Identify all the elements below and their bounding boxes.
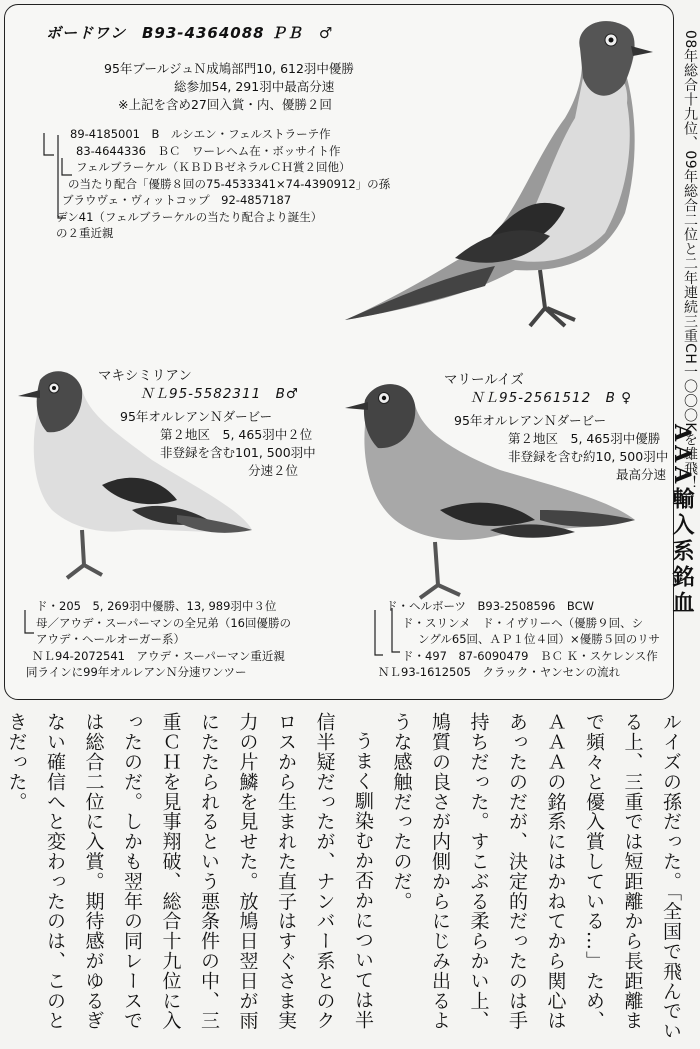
pedigree-line: ド・ヘルボーツ B93-2508596 BCW bbox=[386, 599, 595, 613]
article-body bbox=[5, 712, 690, 1042]
pedigree-line: 同ラインに99年オルレアンＮ分速ワンツー bbox=[26, 665, 247, 679]
pigeon-left-record-3: 非登録を含む101, 500羽中 bbox=[160, 445, 316, 460]
pigeon-right-record-1: 95年オルレアンＮダービー bbox=[454, 413, 607, 428]
pedigree-line: デン41（フェルブラーケルの当たり配合より誕生） bbox=[56, 209, 323, 224]
pigeon-right-record-2: 第２地区 5, 465羽中優勝 bbox=[508, 431, 661, 446]
pedigree-line: ブラウヴェ・ヴィットコップ 92-4857187 bbox=[62, 193, 292, 207]
pedigree-line: ド・497 87-6090479 ＢＣ Ｋ・スケレンス作 bbox=[402, 648, 658, 663]
pigeon-left-record-4: 分速２位 bbox=[248, 463, 299, 478]
pedigree-line: の２重近親 bbox=[56, 226, 114, 240]
pigeon-main-record-3: ※上記を含め27回入賞・内、優勝２回 bbox=[118, 97, 332, 112]
pedigree-line: 83-4644336 ＢＣ ワーレヘム在・ボッサイト作 bbox=[76, 143, 341, 158]
pigeon-main-record-1: 95年ブールジュＮ成鳩部門10, 612羽中優勝 bbox=[104, 61, 354, 76]
pigeon-right-pedigree bbox=[378, 598, 660, 681]
pigeon-right-name: マリールイズ bbox=[444, 372, 524, 388]
pedigree-line: ＮＬ93-1612505 クラック・ヤンセンの流れ bbox=[378, 665, 621, 679]
side-heading: AAA輸入系銘血 bbox=[669, 424, 695, 618]
pigeon-right-ring: ＮＬ95-2561512 B ♀ bbox=[470, 390, 633, 406]
pedigree-line: ングル65回、ＡＰ１位４回）×優勝５回のリサ bbox=[418, 632, 660, 646]
pedigree-line: アウデ・ヘールオーガー系） bbox=[36, 632, 186, 646]
right-caption: 08年総合十九位、09年総合二位と二年連続三重CH一〇〇〇Kを雄飛！ bbox=[682, 30, 698, 491]
pigeon-left-name: マキシミリアン bbox=[98, 368, 192, 384]
pedigree-line: の当たり配合「優勝８回の75-4533341×74-4390912」の孫 bbox=[68, 176, 391, 191]
article-paragraph: ルイズの孫だった。「全国で飛んでいる上、三重では短距離から長距離まで頻々と優入賞している…」ため、ＡＡＡの銘系にはかねてから関心はあったのだが、決定的だったのは手持ちだった。すこぶる柔らかい上、鳩質の良さが内側からにじみ出るような感触だったのだ。 bbox=[390, 712, 682, 1041]
pedigree-line: ド・205 5, 269羽中優勝、13, 989羽中３位 bbox=[36, 599, 277, 613]
pigeon-left-record-2: 第２地区 5, 465羽中２位 bbox=[160, 427, 313, 442]
pigeon-main-pedigree bbox=[56, 126, 391, 242]
pedigree-line: ド・スリンメ ド・イヴリーヘ（優勝９回、シ bbox=[402, 615, 644, 630]
pigeon-main-record-2: 総参加54, 291羽中最高分速 bbox=[174, 79, 335, 94]
pedigree-line: 母／アウデ・スーパーマンの全兄弟（16回優勝の bbox=[36, 615, 291, 630]
pigeon-right-record-3: 非登録を含む約10, 500羽中 bbox=[508, 449, 669, 464]
pedigree-line: フェルブラーケル（ＫＢＤＢゼネラルＣＨ賞２回他） bbox=[76, 160, 351, 174]
article-paragraph: うまく馴染むか否かについては半信半疑だったが、ナンバー系とのクロスから生まれた直子はすぐさま実力の片鱗を見せた。放鳩日翌日が雨にたたられるという悪条件の中、三重ＣＨを見事翔破、総合十九位に入ったのだ。しかも翌年の同レースでは総合二位に入賞。期待感がゆるぎない確信へと変わったのは、このときだった。 bbox=[5, 712, 374, 1031]
pigeon-left-record-1: 95年オルレアンＮダービー bbox=[120, 409, 273, 424]
pedigree-line: ＮＬ94-2072541 アウデ・スーパーマン重近親 bbox=[32, 648, 285, 663]
pigeon-left-pedigree bbox=[26, 598, 291, 681]
pigeon-left-ring: ＮＬ95-5582311 B♂ bbox=[140, 386, 300, 402]
pigeon-main-title: ボードワン B93-4364088 ＰＢ ♂ bbox=[46, 24, 334, 42]
pigeon-right-record-4: 最高分速 bbox=[616, 467, 667, 482]
pedigree-line: 89-4185001 B ルシエン・フェルストラーテ作 bbox=[70, 127, 331, 141]
